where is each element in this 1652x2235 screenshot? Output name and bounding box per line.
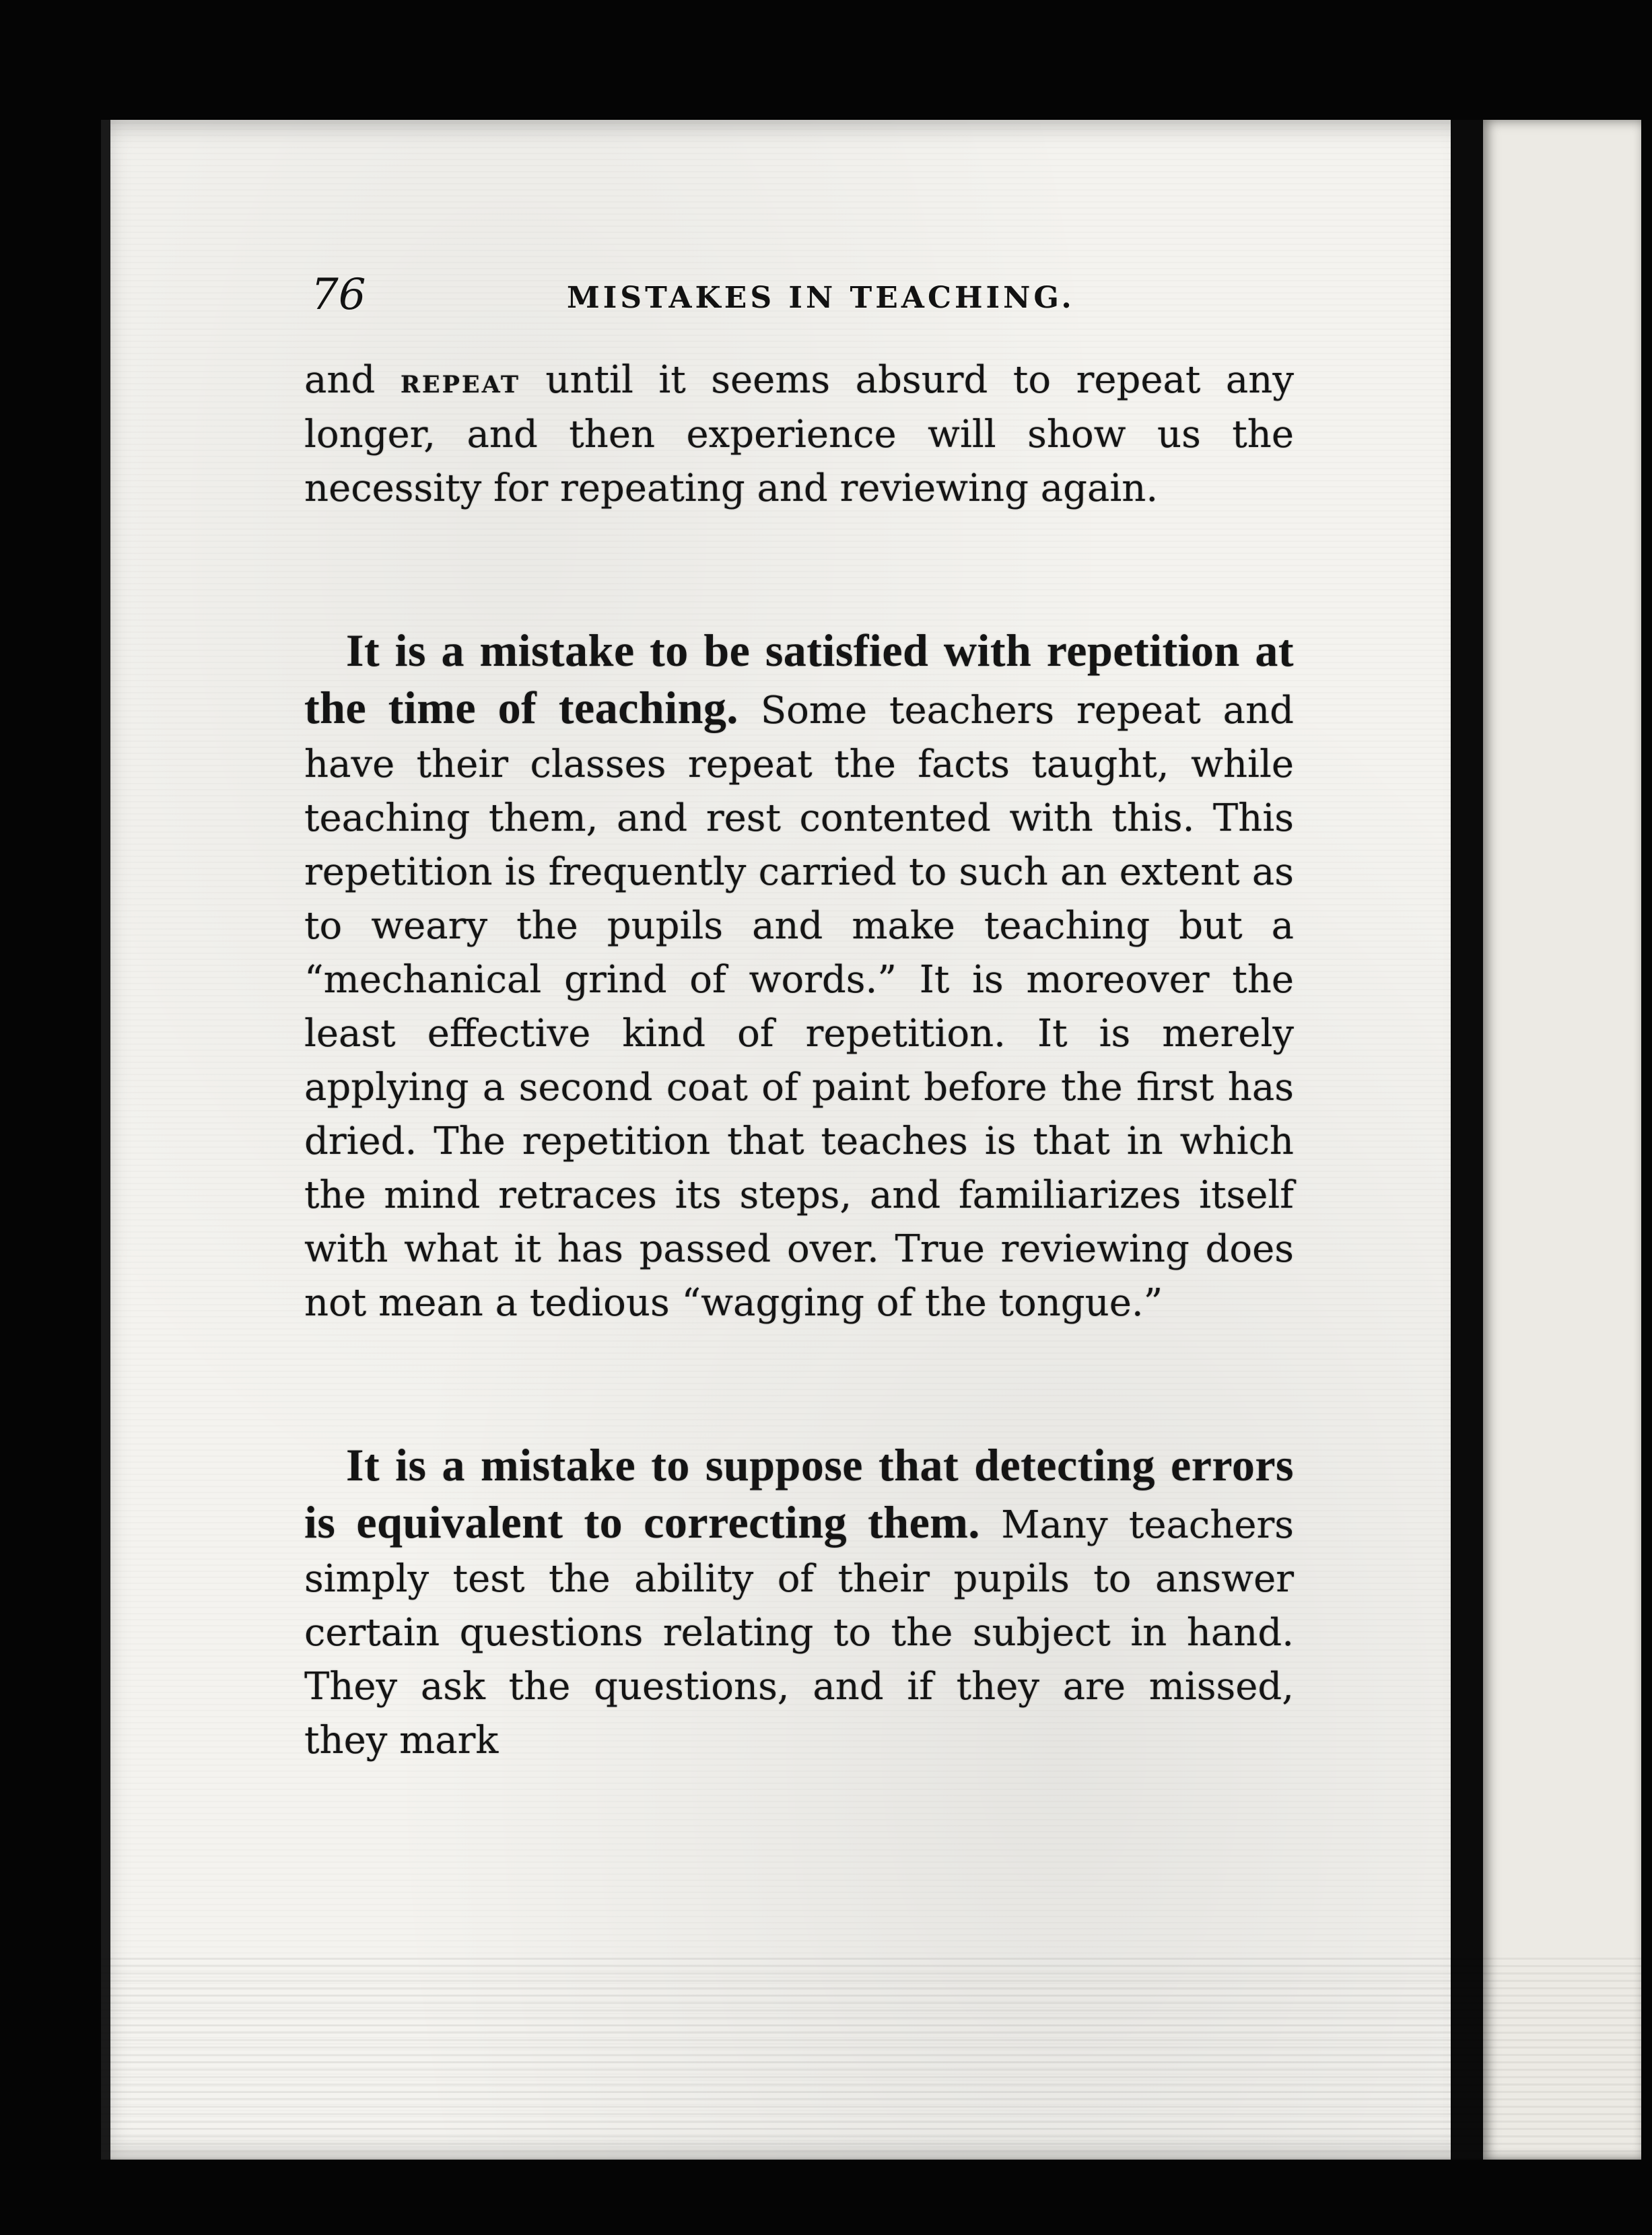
- running-title: MISTAKES IN TEACHING.: [567, 281, 1075, 315]
- running-head: [311, 267, 1301, 323]
- page-bottom-margin: [101, 1952, 1641, 2160]
- paragraph-text: and: [304, 358, 401, 402]
- page-edge-shadow: [101, 120, 110, 2160]
- page-body: [304, 353, 1294, 1768]
- paragraph-text: until it seems absurd to repeat any longer, and then experience will show us the necessity for repeating and reviewing again.: [304, 358, 1294, 510]
- paragraph-text: Many teachers simply test the ability of their pupils to answer certain questions relating to the subject in hand. They ask the questions, and if they are missed, they mark: [304, 1503, 1295, 1762]
- emphasis-word: repeat: [400, 361, 520, 401]
- paragraph-detecting-errors: [304, 1438, 1294, 1768]
- paragraph-text: Some teachers repeat and have their classes repeat the facts taught, while teaching them, and rest contented with this. This repetition is frequently carried to such an extent as to weary the pupils and make teaching but a “mechanical grind of words.” It is moreover the least effective kind of repetition. It is merely applying a second coat of paint before the first has dried. The repetition that teaches is that in which the mind retraces its steps, and familiarizes itself with what it has passed over. True reviewing does not mean a tedious “wagging of the tongue.”: [304, 689, 1294, 1325]
- book-gutter: [1451, 120, 1483, 2160]
- page-number: 76: [311, 270, 366, 320]
- facing-page-edge: [1483, 120, 1641, 2160]
- paragraph-lead-heading: It is a mistake to suppose that detecting errors is equivalent to correcting them.: [304, 1439, 1294, 1548]
- paragraph-repetition: [304, 623, 1294, 1330]
- paragraph-lead-heading: It is a mistake to be satisfied with repetition at the time of teaching.: [304, 625, 1294, 733]
- paragraph-continuation: [304, 353, 1294, 516]
